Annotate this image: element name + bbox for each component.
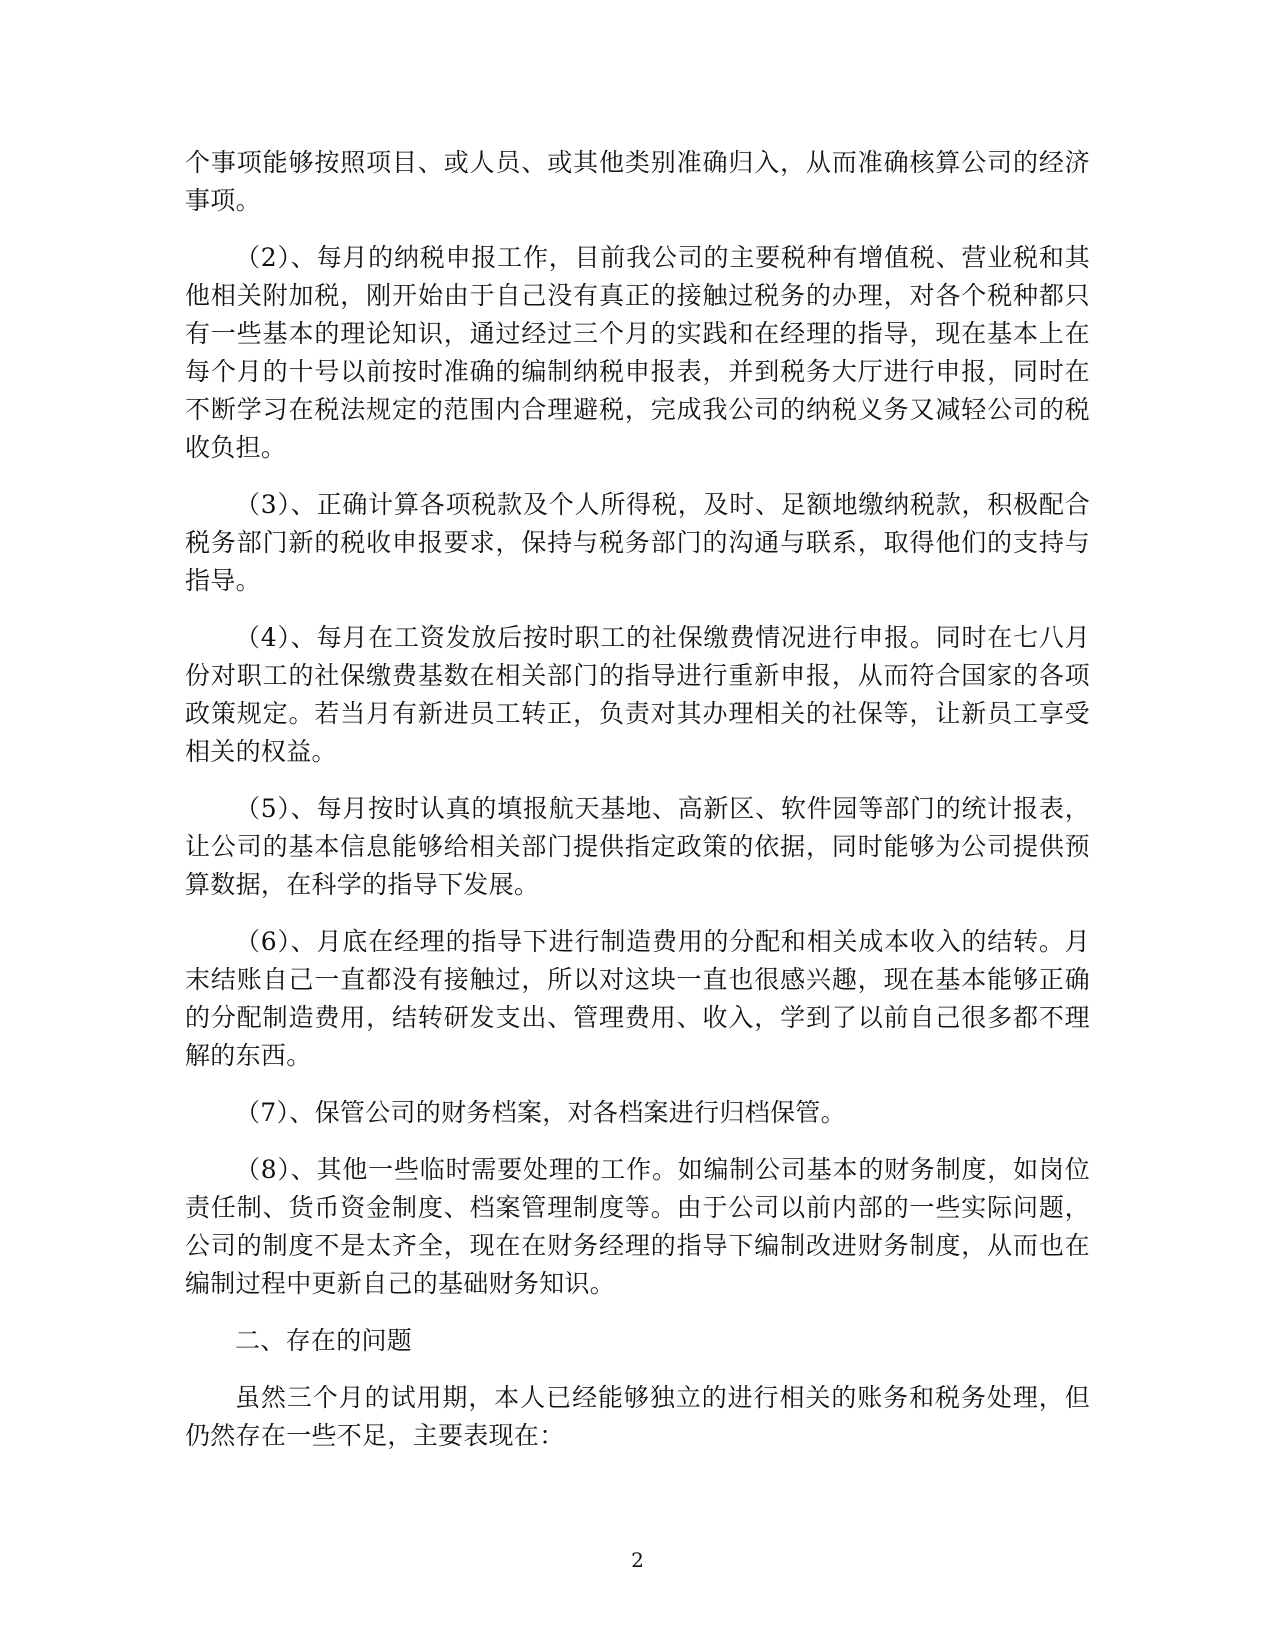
page-number: 2 [631, 1548, 644, 1572]
paragraph-problems-intro: 虽然三个月的试用期，本人已经能够独立的进行相关的账务和税务处理，但仍然存在一些不足，主要表现在： [185, 1383, 1090, 1450]
document-body [185, 144, 1090, 1474]
paragraph-item-2: （2）、每月的纳税申报工作，目前我公司的主要税种有增值税、营业税和其他相关附加税，刚开始由于自己没有真正的接触过税务的办理，对各个税种都只有一些基本的理论知识，通过经过三个月的实践和在经理的指导，现在基本上在每个月的十号以前按时准确的编制纳税申报表，并到税务大厅进行申报，同时在不断学习在税法规定的范围内合理避税，完成我公司的纳税义务又减轻公司的税收负担。 [185, 243, 1090, 462]
section-heading-problems: 二、存在的问题 [235, 1326, 413, 1355]
paragraph-item-8: （8）、其他一些临时需要处理的工作。如编制公司基本的财务制度，如岗位责任制、货币资金制度、档案管理制度等。由于公司以前内部的一些实际问题，公司的制度不是太齐全，现在在财务经理的指导下编制改进财务制度，从而也在编制过程中更新自己的基础财务知识。 [185, 1155, 1090, 1298]
paragraph-item-7: （7）、保管公司的财务档案，对各档案进行归档保管。 [235, 1098, 846, 1127]
paragraph-item-4: （4）、每月在工资发放后按时职工的社保缴费情况进行申报。同时在七八月份对职工的社保缴费基数在相关部门的指导进行重新申报，从而符合国家的各项政策规定。若当月有新进员工转正，负责对其办理相关的社保等，让新员工享受相关的权益。 [185, 623, 1090, 766]
paragraph-item-3: （3）、正确计算各项税款及个人所得税，及时、足额地缴纳税款，积极配合税务部门新的税收申报要求，保持与税务部门的沟通与联系，取得他们的支持与指导。 [185, 490, 1090, 595]
paragraph-continuation: 个事项能够按照项目、或人员、或其他类别准确归入，从而准确核算公司的经济事项。 [185, 148, 1090, 215]
paragraph-item-6: （6）、月底在经理的指导下进行制造费用的分配和相关成本收入的结转。月末结账自己一直都没有接触过，所以对这块一直也很感兴趣，现在基本能够正确的分配制造费用，结转研发支出、管理费用、收入，学到了以前自己很多都不理解的东西。 [185, 927, 1090, 1070]
paragraph-item-5: （5）、每月按时认真的填报航天基地、高新区、软件园等部门的统计报表，让公司的基本信息能够给相关部门提供指定政策的依据，同时能够为公司提供预算数据，在科学的指导下发展。 [185, 794, 1090, 899]
